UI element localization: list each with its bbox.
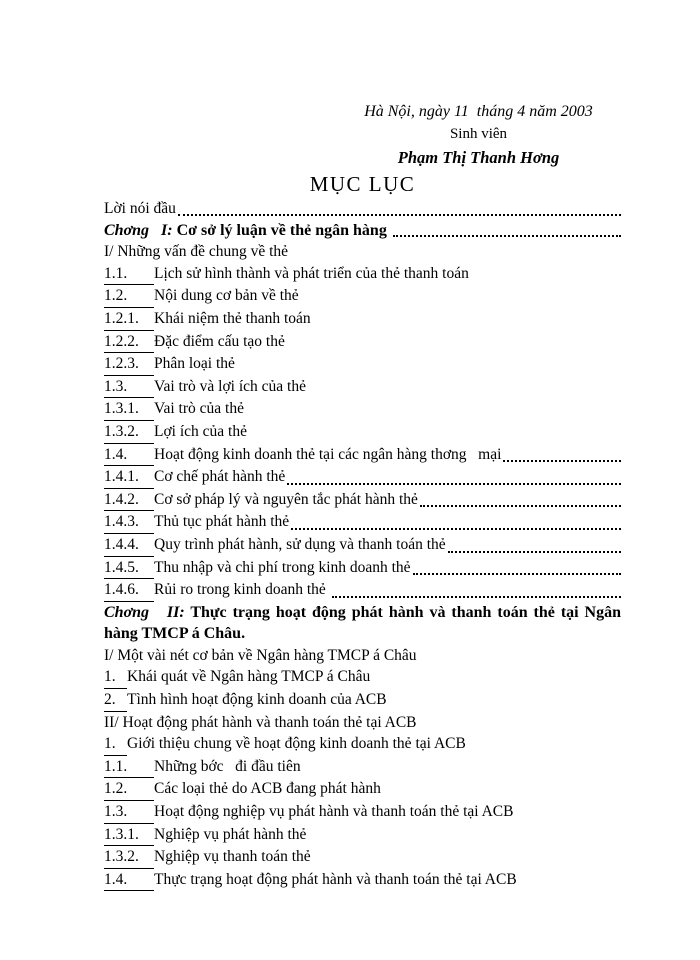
page-title: MỤC LỤC: [309, 172, 416, 196]
toc-row: [104, 689, 621, 712]
dotted-leader: [411, 557, 621, 580]
toc-entry-number: 1.4.2.: [104, 489, 154, 512]
toc-entry-number: 1.1.: [104, 263, 154, 286]
toc-entry-text: I/ Một vài nét cơ bản về Ngân hàng TMCP á Châu: [104, 646, 417, 664]
toc-entry-text: Cơ sở pháp lý và nguyên tắc phát hành thẻ: [154, 490, 418, 508]
toc-row: [104, 602, 625, 645]
toc-entry-text: I/ Những vấn đề chung về thẻ: [104, 243, 289, 261]
toc-row: [104, 846, 621, 869]
toc-row: [104, 241, 621, 263]
toc-entry-number: 1.4.3.: [104, 511, 154, 534]
toc-row: [104, 376, 621, 399]
toc-row: [104, 645, 621, 667]
dotted-leader: [501, 444, 621, 467]
toc-row: [104, 534, 621, 557]
toc-entry-number: Chơng I:: [104, 221, 173, 239]
toc-entry-text: Lời nói đầu: [104, 200, 176, 217]
toc-entry-text: Những bớc đi đầu tiên: [154, 757, 301, 775]
toc-entry-text: Thủ tục phát hành thẻ: [154, 513, 290, 531]
toc-entry-number: 1.: [104, 733, 127, 756]
toc-row: [104, 421, 621, 444]
toc-entry-text: Hoạt động kinh doanh thẻ tại các ngân hàng thơng mại: [154, 445, 502, 463]
toc-entry-text: Vai trò của thẻ: [154, 400, 244, 418]
toc-entry-text: Nội dung cơ bản về thẻ: [154, 287, 299, 305]
signature-block: [336, 100, 621, 169]
toc-row: [104, 398, 621, 421]
toc-entry-text: Đặc điểm cấu tạo thẻ: [154, 332, 285, 350]
toc-entry-text: Các loại thẻ do ACB đang phát hành: [154, 780, 381, 798]
toc-entry-text: Lịch sử hình thành và phát triển của thẻ thanh toán: [154, 264, 469, 282]
toc-entry-number: 1.3.: [104, 376, 154, 399]
toc-row: [104, 824, 621, 847]
toc-row: [104, 712, 621, 734]
toc-row: [104, 557, 621, 580]
toc-row: [104, 331, 621, 354]
date-line: Hà Nội, ngày 11 tháng 4 năm 2003: [364, 103, 593, 120]
toc-entry-number: 1.3.2.: [104, 421, 154, 444]
toc-entry-number: 1.4.6.: [104, 579, 154, 602]
dotted-leader: [391, 220, 621, 242]
toc-entry-number: 1.4.1.: [104, 466, 154, 489]
toc-entry-text: Nghiệp vụ thanh toán thẻ: [154, 848, 311, 866]
dotted-leader: [285, 466, 621, 489]
toc-row: [104, 778, 621, 801]
toc-entry-text: II/ Hoạt động phát hành và thanh toán thẻ tại ACB: [104, 713, 417, 731]
toc-row: [104, 353, 621, 376]
toc-row: [104, 444, 621, 467]
toc-entry-text: Khái niệm thẻ thanh toán: [154, 309, 311, 327]
dotted-leader: [446, 534, 621, 557]
toc-row: [104, 801, 621, 824]
toc-entry-text: Rủi ro trong kinh doanh thẻ: [154, 581, 330, 599]
toc-row: [104, 756, 621, 779]
student-label: Sinh viên: [449, 126, 508, 142]
toc-entry-number: 1.3.1.: [104, 398, 154, 421]
toc-entry-number: 1.4.5.: [104, 557, 154, 580]
toc-entry-text: Tình hình hoạt động kinh doanh của ACB: [127, 691, 387, 709]
dotted-leader: [418, 489, 621, 512]
toc-entry-text: Hoạt động nghiệp vụ phát hành và thanh toán thẻ tại ACB: [154, 803, 514, 821]
toc-entry-number: 1.2.1.: [104, 308, 154, 331]
toc-entry-number: 1.3.: [104, 801, 154, 824]
toc-entry-number: 1.4.4.: [104, 534, 154, 557]
toc-row: [104, 489, 621, 512]
dotted-leader: [330, 579, 621, 602]
toc-row: [104, 666, 621, 689]
toc-entry-number: 1.3.1.: [104, 824, 154, 847]
toc-entry-text: Giới thiệu chung về hoạt động kinh doanh thẻ tại ACB: [127, 735, 466, 753]
toc-entry-text: Phân loại thẻ: [154, 355, 235, 373]
toc-row: [104, 285, 621, 308]
toc-entry-number: Chơng II:: [104, 603, 185, 621]
toc-entry-text: Nghiệp vụ phát hành thẻ: [154, 825, 307, 843]
toc-entry-number: 1.2.3.: [104, 353, 154, 376]
toc-entry-text: Thu nhập và chi phí trong kinh doanh thẻ: [154, 558, 411, 576]
toc-row: [104, 733, 621, 756]
toc-entry-number: 1.2.: [104, 285, 154, 308]
toc-entry-number: 1.4.: [104, 869, 154, 892]
toc-entry-number: 2.: [104, 689, 127, 712]
toc-entry-text: Thực trạng hoạt động phát hành và thanh toán thẻ tại Ngân hàng TMCP á Châu.: [104, 603, 625, 643]
document-page: [104, 100, 625, 891]
toc-entry-text: Quy trình phát hành, sử dụng và thanh toán thẻ: [154, 535, 446, 553]
toc-row: [104, 466, 621, 489]
dotted-leader: [289, 511, 621, 534]
toc-entry-text: Thực trạng hoạt động phát hành và thanh toán thẻ tại ACB: [154, 870, 517, 888]
toc-entry-text: Cơ sở lý luận về thẻ ngân hàng: [172, 221, 391, 239]
toc-entry-number: 1.2.2.: [104, 331, 154, 354]
toc-row: [104, 308, 621, 331]
author-name: Phạm Thị Thanh Hơng: [397, 148, 560, 167]
toc-entry-number: 1.3.2.: [104, 846, 154, 869]
toc-row: [104, 869, 621, 892]
toc-entry-number: 1.2.: [104, 778, 154, 801]
toc-entry-text: Vai trò và lợi ích của thẻ: [154, 377, 306, 395]
toc-row: [104, 198, 621, 220]
dotted-leader: [176, 198, 621, 220]
toc-entry-number: 1.: [104, 666, 127, 689]
toc-entry-text: Khái quát về Ngân hàng TMCP á Châu: [127, 668, 371, 686]
toc-row: [104, 263, 621, 286]
toc-entry-number: 1.4.: [104, 444, 154, 467]
toc-row: [104, 220, 621, 242]
table-of-contents: [104, 198, 625, 891]
toc-entry-text: Cơ chế phát hành thẻ: [154, 468, 286, 486]
toc-entry-number: 1.1.: [104, 756, 154, 779]
toc-entry-text: Lợi ích của thẻ: [154, 422, 247, 440]
toc-row: [104, 511, 621, 534]
toc-row: [104, 579, 621, 602]
